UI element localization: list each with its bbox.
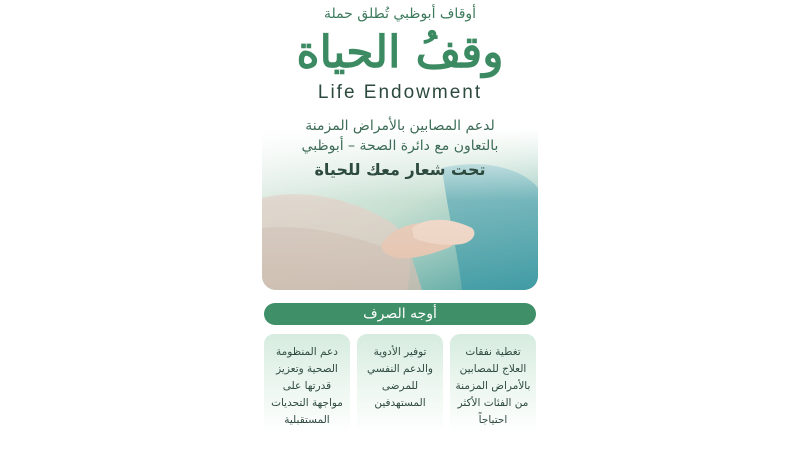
campaign-poster [262, 0, 538, 450]
campaign-title: وقفُ الحياة [296, 27, 504, 78]
description-line-2: بالتعاون مع دائرة الصحة – أبوظبي [301, 138, 499, 154]
spending-card-health-system [264, 334, 350, 434]
spending-card-treatment [450, 334, 536, 434]
description-line-1: لدعم المصابين بالأمراض المزمنة [305, 118, 495, 134]
campaign-slogan: تحت شعار معك للحياة [314, 160, 486, 179]
spending-card-text: تغطية نفقات العلاج للمصابين بالأمراض المزمنة من الفئات الأكثر احتياجاً [455, 346, 531, 426]
campaign-intro-line: أوقاف أبوظبي تُطلق حملة [323, 6, 477, 22]
campaign-subtitle: Life Endowment [317, 82, 483, 103]
spending-card-text: دعم المنظومة الصحية وتعزيز قدرتها على مواجهة التحديات المستقبلية [271, 346, 343, 426]
spending-cards [262, 334, 538, 434]
campaign-description [262, 116, 538, 156]
spending-card-text: توفير الأدوية والدعم النفسي للمرضى المستهدفين [366, 346, 433, 409]
spending-card-medicine [357, 334, 443, 434]
section-header-spending: أوجه الصرف [264, 303, 536, 325]
